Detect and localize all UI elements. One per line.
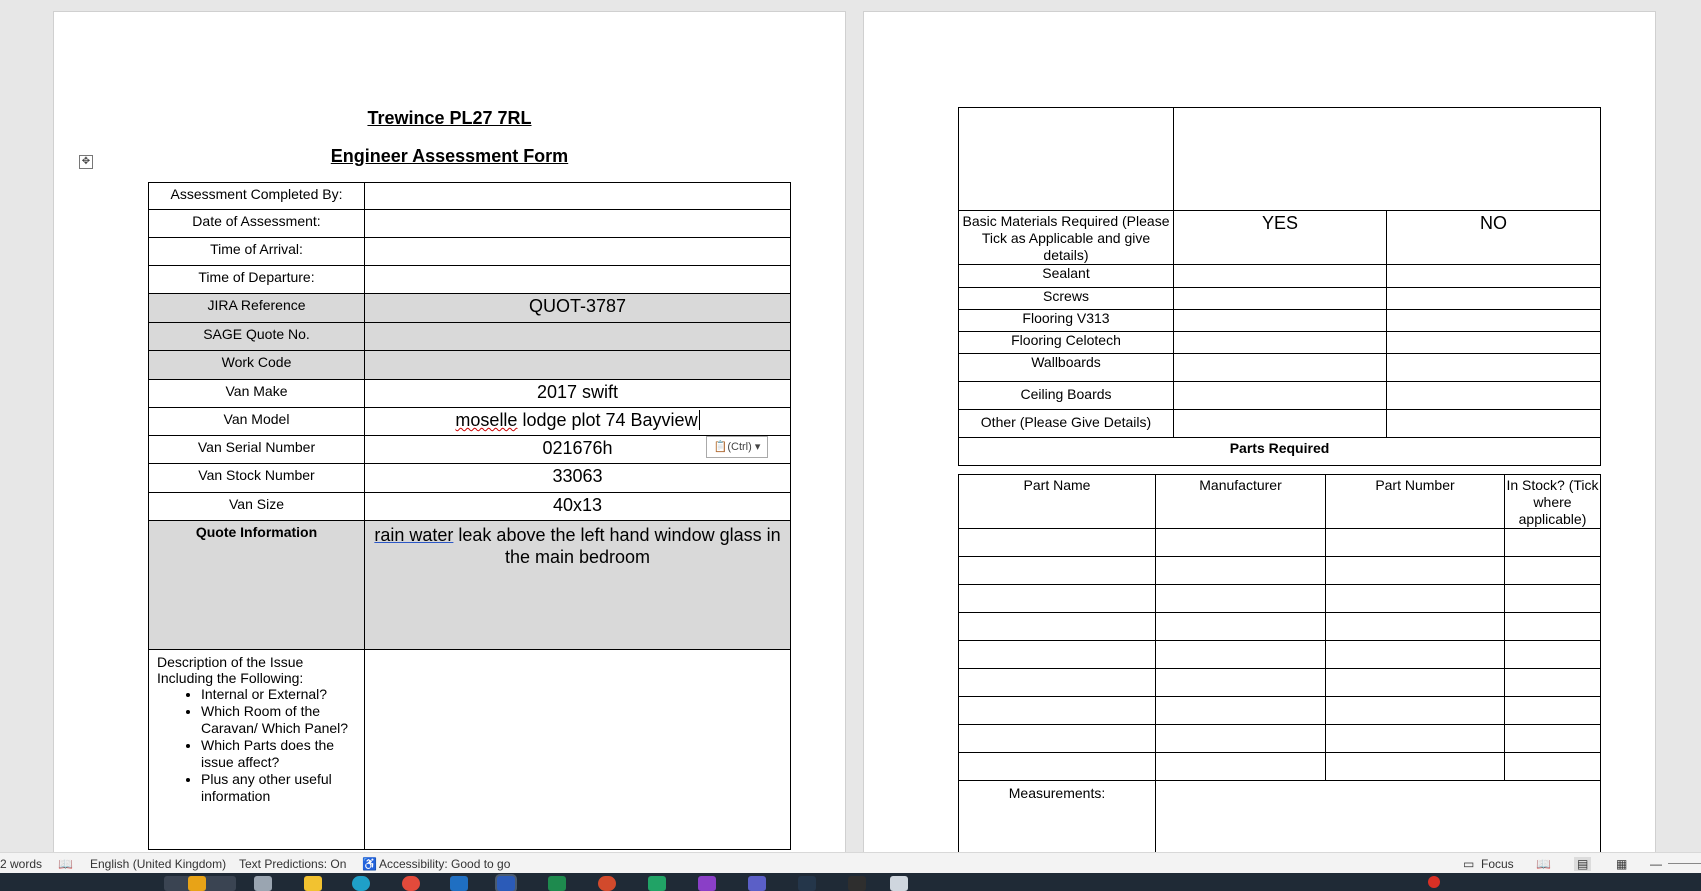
measurements-value[interactable] <box>1156 781 1601 853</box>
van-serial-value[interactable]: 021676h <box>365 436 791 464</box>
table-row <box>149 238 791 266</box>
chrome-icon[interactable] <box>402 876 420 891</box>
file-explorer-icon[interactable] <box>304 876 322 891</box>
table-row <box>959 781 1601 853</box>
print-layout-icon[interactable]: ▤ <box>1574 857 1591 871</box>
document-page-1 <box>54 12 845 852</box>
table-cell[interactable] <box>1505 641 1601 669</box>
row-label: Work Code <box>149 351 365 380</box>
table-cell[interactable] <box>1326 557 1505 585</box>
materials-table <box>958 107 1601 466</box>
parts-required-title: Parts Required <box>959 438 1601 466</box>
description-list <box>157 686 356 805</box>
table-cell[interactable] <box>1326 613 1505 641</box>
clipboard-icon: 📋 <box>713 441 728 453</box>
table-row <box>959 211 1601 265</box>
table-row <box>959 585 1601 613</box>
no-cell[interactable] <box>1387 310 1601 332</box>
table-move-handle-icon[interactable]: ✥ <box>79 155 93 169</box>
table-row <box>959 753 1601 781</box>
table-cell[interactable] <box>1326 529 1505 557</box>
table-cell[interactable] <box>1156 585 1326 613</box>
table-row <box>959 725 1601 753</box>
table-row <box>959 310 1601 332</box>
yes-cell[interactable] <box>1174 354 1387 382</box>
outlook-icon[interactable] <box>450 876 468 891</box>
row-label: Van Size <box>149 493 365 521</box>
edge-icon[interactable] <box>352 876 370 891</box>
list-item: • Which Room of the Caravan/ Which Panel? <box>201 703 356 737</box>
row-label: Van Serial Number <box>149 436 365 464</box>
van-model-value[interactable]: moselle lodge plot 74 Bayview <box>365 408 791 436</box>
no-cell[interactable] <box>1387 354 1601 382</box>
table-row <box>959 354 1601 382</box>
no-cell[interactable] <box>1387 265 1601 288</box>
description-label: Description of the Issue Including the Following: • Internal or External? • Which Room of the Caravan/ Which Panel? • Which Parts does the issue affect? • Plus any other useful information <box>149 650 365 850</box>
table-row <box>959 108 1601 211</box>
van-make-value[interactable]: 2017 swift <box>365 380 791 408</box>
material-label: Wallboards <box>959 354 1174 382</box>
focus-button[interactable]: Focus <box>1481 857 1514 871</box>
yes-cell[interactable] <box>1174 332 1387 354</box>
text-cursor <box>699 410 700 430</box>
notification-badge-icon[interactable] <box>1428 876 1440 888</box>
material-label: Flooring Celotech <box>959 332 1174 354</box>
table-cell[interactable] <box>1156 753 1326 781</box>
manufacturer-header: Manufacturer <box>1156 475 1326 529</box>
row-label: SAGE Quote No. <box>149 323 365 351</box>
briefcase-icon[interactable] <box>188 876 206 891</box>
description-value[interactable] <box>365 650 791 850</box>
part-number-header: Part Number <box>1326 475 1505 529</box>
paste-options-button[interactable]: 📋(Ctrl) ▾ <box>706 436 768 458</box>
taskbar <box>0 873 1701 891</box>
yes-cell[interactable] <box>1174 288 1387 310</box>
row-label: Van Model <box>149 408 365 436</box>
table-row <box>149 351 791 380</box>
no-cell[interactable] <box>1387 288 1601 310</box>
table-row <box>959 475 1601 529</box>
row-label: Time of Departure: <box>149 266 365 294</box>
table-cell[interactable] <box>1156 529 1326 557</box>
table-row <box>959 332 1601 354</box>
table-cell[interactable] <box>1156 613 1326 641</box>
table-cell[interactable] <box>959 669 1156 697</box>
table-row <box>149 266 791 294</box>
row-label: Assessment Completed By: <box>149 183 365 210</box>
part-name-header: Part Name <box>959 475 1156 529</box>
table-cell[interactable] <box>959 585 1156 613</box>
table-cell[interactable] <box>1326 585 1505 613</box>
yes-cell[interactable] <box>1174 382 1387 410</box>
proofing-icon[interactable]: 📖 <box>58 857 73 871</box>
van-size-value[interactable]: 40x13 <box>365 493 791 521</box>
table-row <box>149 408 791 436</box>
app-icon[interactable] <box>848 876 866 891</box>
table-row <box>959 382 1601 410</box>
table-row <box>959 265 1601 288</box>
row-value[interactable] <box>365 210 791 238</box>
jira-reference-value[interactable]: QUOT-3787 <box>365 294 791 323</box>
van-stock-value[interactable]: 33063 <box>365 464 791 493</box>
table-cell[interactable] <box>1505 557 1601 585</box>
word-count[interactable]: 2 words <box>0 857 43 871</box>
excel-icon[interactable] <box>548 876 566 891</box>
blank-cell <box>1174 108 1601 211</box>
web-layout-icon[interactable]: ▦ <box>1616 857 1628 871</box>
row-label: Time of Arrival: <box>149 238 365 266</box>
list-item: • Which Parts does the issue affect? <box>201 737 356 771</box>
table-row <box>959 613 1601 641</box>
table-cell[interactable] <box>1326 753 1505 781</box>
powerpoint-icon[interactable] <box>598 876 616 891</box>
misspelled-word[interactable]: moselle <box>455 410 518 430</box>
table-cell[interactable] <box>1156 725 1326 753</box>
status-bar <box>0 852 1701 874</box>
app-icon[interactable] <box>648 876 666 891</box>
material-label: Ceiling Boards <box>959 382 1174 410</box>
document-subtitle: Engineer Assessment Form <box>330 146 569 166</box>
parts-table <box>958 474 1601 852</box>
quote-info-label: Quote Information <box>149 521 365 650</box>
table-cell[interactable] <box>959 753 1156 781</box>
blank-cell <box>959 108 1174 211</box>
table-row <box>149 650 791 850</box>
table-row <box>959 641 1601 669</box>
table-cell[interactable] <box>1505 669 1601 697</box>
row-value[interactable] <box>365 238 791 266</box>
table-cell[interactable] <box>959 529 1156 557</box>
row-label: Van Make <box>149 380 365 408</box>
row-value[interactable] <box>365 266 791 294</box>
document-page-2 <box>864 12 1655 852</box>
table-row <box>149 464 791 493</box>
yes-cell[interactable] <box>1174 265 1387 288</box>
row-label: JIRA Reference <box>149 294 365 323</box>
table-cell[interactable] <box>1326 725 1505 753</box>
table-row <box>149 380 791 408</box>
row-value[interactable] <box>365 323 791 351</box>
table-row <box>959 410 1601 438</box>
table-row <box>149 294 791 323</box>
materials-header: Basic Materials Required (Please Tick as Applicable and give details) <box>959 211 1174 265</box>
yes-header: YES <box>1174 211 1387 265</box>
table-cell[interactable] <box>1156 697 1326 725</box>
row-label: Date of Assessment: <box>149 210 365 238</box>
table-cell[interactable] <box>1505 753 1601 781</box>
no-cell[interactable] <box>1387 382 1601 410</box>
no-cell[interactable] <box>1387 410 1601 438</box>
accessibility-icon[interactable]: ♿ <box>362 857 377 871</box>
table-row <box>149 323 791 351</box>
table-cell[interactable] <box>1156 641 1326 669</box>
table-cell[interactable] <box>1326 641 1505 669</box>
table-row <box>149 210 791 238</box>
table-row <box>959 669 1601 697</box>
no-cell[interactable] <box>1387 332 1601 354</box>
table-cell[interactable] <box>959 613 1156 641</box>
table-cell[interactable] <box>1156 557 1326 585</box>
row-value[interactable] <box>365 183 791 210</box>
row-label: Van Stock Number <box>149 464 365 493</box>
table-row <box>959 438 1601 466</box>
read-mode-icon[interactable]: 📖 <box>1536 857 1551 871</box>
table-cell[interactable] <box>1505 529 1601 557</box>
table-row <box>959 529 1601 557</box>
word-icon[interactable] <box>497 876 515 891</box>
table-cell[interactable] <box>1505 697 1601 725</box>
material-label: Sealant <box>959 265 1174 288</box>
task-view-icon[interactable] <box>254 876 272 891</box>
material-label: Flooring V313 <box>959 310 1174 332</box>
teams-icon[interactable] <box>748 876 766 891</box>
quote-info-value[interactable]: rain water leak above the left hand window glass in the main bedroom <box>365 521 791 650</box>
table-cell[interactable] <box>959 697 1156 725</box>
table-row <box>959 697 1601 725</box>
table-cell[interactable] <box>959 557 1156 585</box>
table-cell[interactable] <box>1156 669 1326 697</box>
table-cell[interactable] <box>1326 669 1505 697</box>
list-item: • Plus any other useful information <box>201 771 356 805</box>
assessment-table <box>148 182 791 850</box>
accessibility-status[interactable]: Accessibility: Good to go <box>379 857 511 871</box>
table-cell[interactable] <box>1326 697 1505 725</box>
table-row <box>149 521 791 650</box>
table-row <box>959 557 1601 585</box>
table-row <box>149 183 791 210</box>
yes-cell[interactable] <box>1174 310 1387 332</box>
no-header: NO <box>1387 211 1601 265</box>
table-cell[interactable] <box>959 725 1156 753</box>
app-icon[interactable] <box>798 876 816 891</box>
focus-icon[interactable]: ▭ <box>1463 857 1475 871</box>
table-cell[interactable] <box>1505 585 1601 613</box>
table-cell[interactable] <box>1505 613 1601 641</box>
table-row <box>149 436 791 464</box>
measurements-label: Measurements: <box>959 781 1156 853</box>
in-stock-header: In Stock? (Tick where applicable) <box>1505 475 1601 529</box>
document-title: Trewince PL27 7RL <box>367 108 532 128</box>
list-item: • Internal or External? <box>201 686 356 703</box>
language-indicator[interactable]: English (United Kingdom) <box>90 857 227 871</box>
zoom-slider[interactable] <box>1668 863 1701 864</box>
onenote-icon[interactable] <box>698 876 716 891</box>
table-cell[interactable] <box>959 641 1156 669</box>
material-label: Screws <box>959 288 1174 310</box>
table-cell[interactable] <box>1505 725 1601 753</box>
material-label: Other (Please Give Details) <box>959 410 1174 438</box>
row-value[interactable] <box>365 351 791 380</box>
zoom-out-icon[interactable]: — <box>1650 857 1662 871</box>
text-predictions-status[interactable]: Text Predictions: On <box>239 857 347 871</box>
yes-cell[interactable] <box>1174 410 1387 438</box>
app-icon[interactable] <box>890 876 908 891</box>
table-row <box>959 288 1601 310</box>
table-row <box>149 493 791 521</box>
